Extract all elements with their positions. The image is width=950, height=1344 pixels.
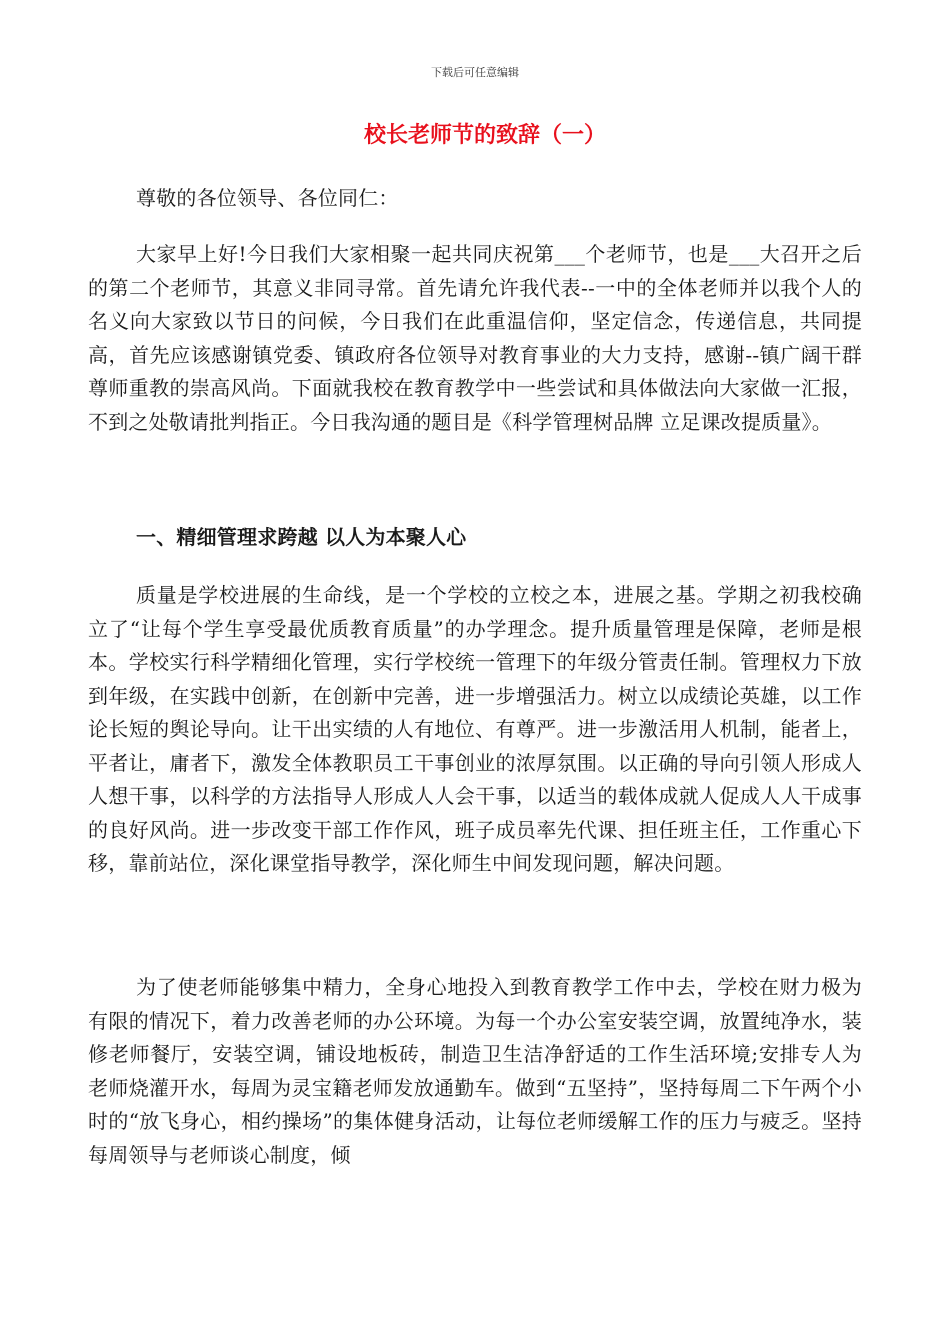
page-header-note: 下载后可任意编辑 — [431, 66, 519, 79]
paragraph-quality: 质量是学校进展的生命线，是一个学校的立校之本，进展之基。学期之初我校确立了“让每个学生享受最优质教育质量”的办学理念。提升质量管理是保障，老师是根本。学校实行科学精细化管理，实行学校统一管理下的年级分管责任制。管理权力下放到年级，在实践中创新，在创新中完善，进一步增强活力。树立以成绩论英雄，以工作论长短的舆论导向。让干出实绩的人有地位、有尊严。进一步激活用人机制，能者上，平者让，庸者下，激发全体教职员工干事创业的浓厚氛围。以正确的导向引领人形成人人想干事，以科学的方法指导人形成人人会干事，以适当的载体成就人促成人人干成事的良好风尚。进一步改变干部工作作风，班子成员率先代课、担任班主任，工作重心下移，靠前站位，深化课堂指导教学，深化师生中间发现问题，解决问题。 — [88, 583, 862, 875]
paragraph-environment: 为了使老师能够集中精力，全身心地投入到教育教学工作中去，学校在财力极为有限的情况下，着力改善老师的办公环境。为每一个办公室安装空调，放置纯净水，装修老师餐厅，安装空调，铺设地板砖，制造卫生洁净舒适的工作生活环境;安排专人为老师烧灌开水，每周为灵宝籍老师发放通勤车。做到“五坚持”，坚持每周二下午两个小时的“放飞身心，相约操场”的集体健身活动，让每位老师缓解工作的压力与疲乏。坚持每周领导与老师谈心制度，倾 — [88, 975, 862, 1167]
document-title: 校长老师节的致辞（一） — [363, 122, 606, 148]
paragraph-opening: 大家早上好!今日我们大家相聚一起共同庆祝第___个老师节，也是___大召开之后的第二个老师节，其意义非同寻常。首先请允许我代表--一中的全体老师并以我个人的名义向大家致以节日的问候，今日我们在此重温信仰，坚定信念，传递信息，共同提高，首先应该感谢镇党委、镇政府各位领导对教育事业的大力支持，感谢--镇广阔干群尊师重教的崇高风尚。下面就我校在教育教学中一些尝试和具体做法向大家做一汇报，不到之处敬请批判指正。今日我沟通的题目是《科学管理树品牌 立足课改提质量》。 — [88, 242, 862, 434]
section-heading: 一、精细管理求跨越 以人为本聚人心 — [136, 525, 467, 549]
salutation: 尊敬的各位领导、各位同仁： — [136, 186, 399, 210]
